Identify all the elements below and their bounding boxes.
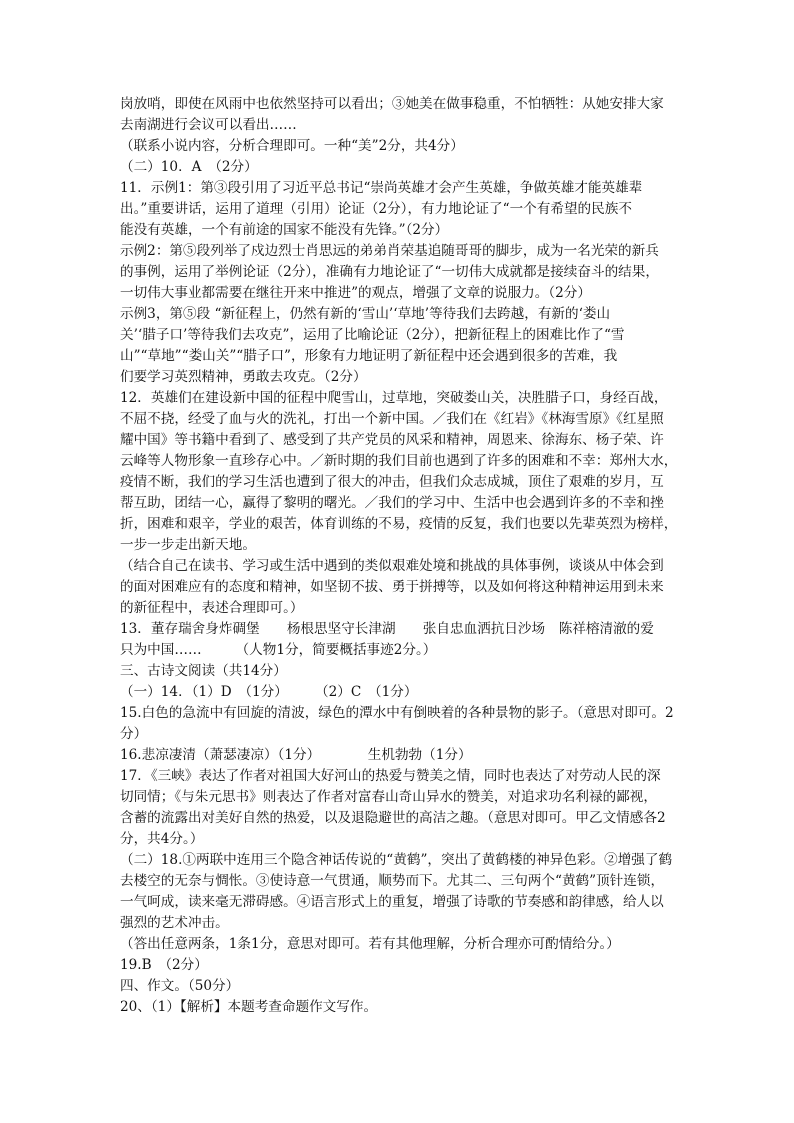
text-line: 去南湖进行会议可以看出…… bbox=[120, 117, 297, 133]
text-line: 只为中国…… （人物1分，简要概括事迹2分。） bbox=[120, 642, 437, 658]
text-line: （联系小说内容，分析合理即可。一种“美”2分，共4分） bbox=[120, 138, 464, 154]
text-line: 13．董存瑞舍身炸碉堡 杨根思坚守长津湖 张自忠血洒抗日沙场 陈祥榕清澈的爱 bbox=[120, 621, 654, 637]
text-line: 云峰等人物形象一直珍存心中。／新时期的我们目前也遇到了许多的困难和不幸：郑州大水， bbox=[120, 453, 678, 469]
text-line: 岗放哨，即使在风雨中也依然坚持可以看出；③她美在做事稳重，不怕牺牲：从她安排大家 bbox=[120, 96, 664, 112]
text-line: 17．《三峡》表达了作者对祖国大好河山的热爱与赞美之情，同时也表达了对劳动人民的深 bbox=[120, 768, 661, 784]
text-line: 切同情；《与朱元思书》则表达了作者对富春山奇山异水的赞美，对追求功名利禄的鄙视， bbox=[120, 789, 657, 805]
text-line: 疫情不断，我们的学习生活也遭到了很大的冲击，但我们众志成城，顶住了艰难的岁月，互 bbox=[120, 474, 664, 490]
text-line: 16.悲凉凄清（萧瑟凄凉）（1分） 生机勃勃（1分） bbox=[120, 747, 472, 763]
text-line: 一步一步走出新天地。 bbox=[120, 537, 256, 553]
text-line: 帮互助，团结一心，赢得了黎明的曙光。／我们的学习中、生活中也会遇到许多的不幸和挫 bbox=[120, 495, 664, 511]
text-line: （一）14．（1）D （1分） （2）C （1分） bbox=[120, 684, 418, 700]
text-line: 一气呵成，读来毫无滞碍感。④语言形式上的重复，增强了诗歌的节奏感和韵律感，给人以 bbox=[120, 894, 664, 910]
text-line: 们要学习英烈精神，勇敢去攻克。（2分） bbox=[120, 369, 367, 385]
text-line: （二）10．A （2分） bbox=[120, 159, 258, 175]
text-line: （结合自己在读书、学习或生活中遇到的类似艰难处境和挑战的具体事例，谈谈从中体会到 bbox=[120, 558, 664, 574]
text-line: 山”“草地”“娄山关”“腊子口”，形象有力地证明了新征程中还会遇到很多的苦难，我 bbox=[120, 348, 618, 364]
text-line: （二）18.①两联中连用三个隐含神话传说的“黄鹤”，突出了黄鹤楼的神异色彩。②增强了鹤 bbox=[120, 852, 673, 868]
text-line: 19.B （2分） bbox=[120, 957, 208, 973]
text-line: 的新征程中，表述合理即可。） bbox=[120, 600, 304, 616]
text-line: 20、（1）【解析】本题考查命题作文写作。 bbox=[120, 999, 378, 1015]
text-line: 能没有英雄，一个有前途的国家不能没有先锋。”（2分） bbox=[120, 222, 449, 238]
text-line: 关’‘腊子口’等待我们去攻克”，运用了比喻论证（2分），把新征程上的困难比作了“雪 bbox=[120, 327, 625, 343]
section-heading: 四、作文。（50分） bbox=[120, 978, 240, 994]
section-heading: 三、古诗文阅读（共14分） bbox=[120, 663, 287, 679]
text-line: 一切伟大事业都需要在继往开来中推进”的观点，增强了文章的说服力。（2分） bbox=[120, 285, 591, 301]
text-line: 的事例，运用了举例论证（2分），准确有力地论证了“一切伟大成就都是接续奋斗的结果， bbox=[120, 264, 659, 280]
text-line: 示例2：第⑤段列举了戍边烈士肖思远的弟弟肖荣基追随哥哥的脚步，成为一名光荣的新兵 bbox=[120, 243, 659, 259]
text-line: 示例3，第⑤段 “新征程上，仍然有新的‘雪山’‘草地’等待我们去跨越，有新的‘娄山 bbox=[120, 306, 611, 322]
text-line: 的面对困难应有的态度和精神，如坚韧不拔、勇于拼搏等，以及如何将这种精神运用到未来 bbox=[120, 579, 664, 595]
text-line: 出。”重要讲话，运用了道理（引用）论证（2分），有力地论证了“一个有希望的民族不 bbox=[120, 201, 632, 217]
text-line: 折，困难和艰辛，学业的艰苦，体育训练的不易，疫情的反复，我们也要以先辈英烈为榜样， bbox=[120, 516, 678, 532]
text-line: 强烈的艺术冲击。 bbox=[120, 915, 229, 931]
text-line: 11．示例1：第③段引用了习近平总书记“崇尚英雄才会产生英雄，争做英雄才能英雄辈 bbox=[120, 180, 643, 196]
text-line: 耀中国》等书籍中看到了、感受到了共产党员的风采和精神，周恩来、徐海东、杨子荣、许 bbox=[120, 432, 664, 448]
text-line: 15.白色的急流中有回旋的清波，绿色的潭水中有倒映着的各种景物的影子。（意思对即可。2 bbox=[120, 705, 674, 721]
text-line: 去楼空的无奈与惆怅。③使诗意一气贯通，顺势而下。尤其二、三句两个“黄鹤”顶针连锁， bbox=[120, 873, 665, 889]
text-line: 不屈不挠，经受了血与火的洗礼，打出一个新中国。／我们在《红岩》《林海雪原》《红星照 bbox=[120, 411, 664, 427]
text-line: 含蓄的流露出对美好自然的热爱，以及退隐避世的高洁之趣。（意思对即可。甲乙文情感各2 bbox=[120, 810, 666, 826]
text-line: 分） bbox=[120, 726, 148, 742]
text-line: 分，共4分。） bbox=[120, 831, 204, 847]
text-line: （答出任意两条，1条1分，意思对即可。若有其他理解，分析合理亦可酌情给分。） bbox=[120, 936, 620, 952]
answer-key-page bbox=[120, 94, 695, 1018]
text-line: 12．英雄们在建设新中国的征程中爬雪山，过草地，突破娄山关，决胜腊子口，身经百战， bbox=[120, 390, 668, 406]
